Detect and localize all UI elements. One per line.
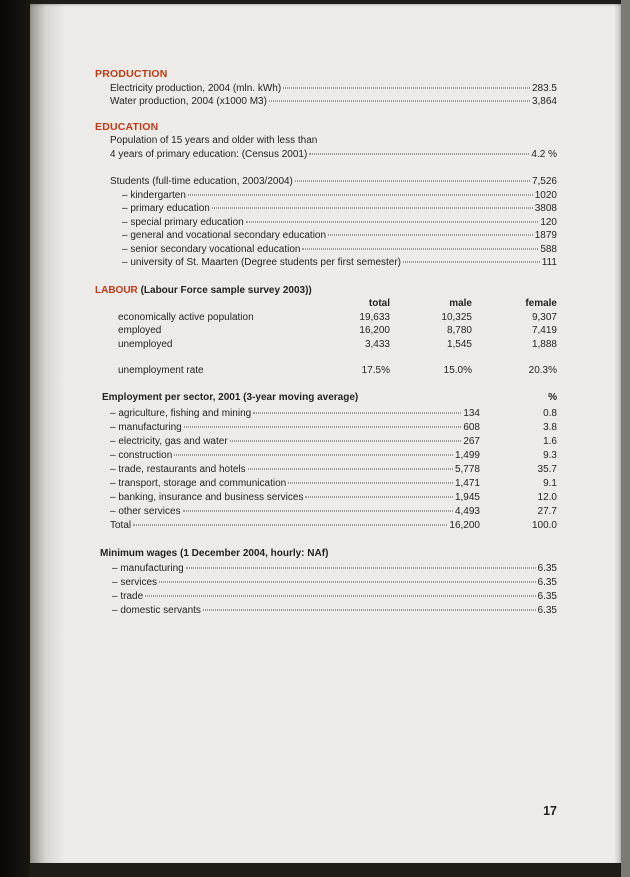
row-percent: 9.1 bbox=[543, 478, 557, 489]
row-percent: 12.0 bbox=[537, 492, 557, 503]
cell-male: 10,325 bbox=[441, 311, 472, 323]
production-heading: PRODUCTION bbox=[95, 68, 168, 80]
table-row bbox=[110, 148, 557, 162]
dot-leader bbox=[188, 194, 533, 195]
minimum-wages-rows bbox=[95, 562, 557, 618]
cell-total: 3,433 bbox=[364, 338, 390, 350]
row-label: – agriculture, fishing and mining bbox=[110, 408, 252, 419]
row-label: – university of St. Maarten (Degree students per first semester) bbox=[122, 257, 401, 268]
dot-leader bbox=[174, 455, 453, 456]
row-value: 608 bbox=[463, 422, 480, 433]
dot-leader bbox=[309, 153, 529, 154]
dot-leader bbox=[183, 511, 453, 512]
table-row bbox=[110, 491, 557, 505]
row-label: – transport, storage and communication bbox=[110, 478, 287, 489]
dot-leader bbox=[305, 497, 453, 498]
row-value: 120 bbox=[540, 216, 557, 228]
row-value: 6.35 bbox=[537, 562, 557, 574]
table-row bbox=[110, 407, 557, 421]
employment-heading-row bbox=[102, 391, 557, 405]
row-value: 111 bbox=[541, 257, 557, 268]
dot-leader bbox=[203, 609, 536, 610]
row-label: – manufacturing bbox=[112, 562, 184, 574]
table-row bbox=[110, 82, 557, 96]
unemployment-rate-row bbox=[118, 364, 557, 378]
labour-survey-note: (Labour Force sample survey 2003)) bbox=[140, 284, 312, 296]
dot-leader bbox=[186, 567, 536, 568]
cell-female: 9,307 bbox=[531, 311, 557, 323]
row-label: – kindergarten bbox=[122, 189, 186, 201]
table-row bbox=[122, 243, 557, 257]
row-label: – banking, insurance and business services bbox=[110, 492, 304, 503]
table-row bbox=[118, 338, 557, 352]
row-value: 1,499 bbox=[454, 450, 480, 461]
minimum-wages-heading: Minimum wages (1 December 2004, hourly: NAf) bbox=[100, 548, 329, 559]
labour-heading: LABOUR bbox=[95, 284, 138, 296]
row-label: employed bbox=[118, 325, 162, 336]
labour-table bbox=[118, 297, 557, 378]
table-row bbox=[110, 175, 557, 189]
table-row bbox=[112, 576, 557, 590]
dot-leader bbox=[328, 235, 533, 236]
employment-rows bbox=[95, 407, 557, 533]
dot-leader bbox=[283, 87, 530, 88]
section-employment-per-sector bbox=[95, 391, 557, 534]
row-value: 134 bbox=[463, 408, 480, 419]
row-value: 16,200 bbox=[449, 520, 480, 531]
row-label: – manufacturing bbox=[110, 422, 182, 433]
cell-male: 8,780 bbox=[446, 325, 472, 336]
table-row bbox=[110, 477, 557, 491]
row-label: – services bbox=[112, 576, 158, 588]
education-heading: EDUCATION bbox=[95, 120, 159, 133]
cell-total: 17.5% bbox=[361, 365, 390, 376]
table-row bbox=[110, 463, 557, 477]
cell-male: 1,545 bbox=[446, 338, 472, 350]
dot-leader bbox=[295, 181, 530, 182]
row-value: 283.5 bbox=[531, 82, 557, 94]
section-production bbox=[95, 68, 557, 109]
table-row bbox=[112, 604, 557, 618]
dot-leader bbox=[145, 595, 535, 596]
cell-total: 16,200 bbox=[359, 325, 390, 336]
labour-heading-line bbox=[95, 284, 557, 298]
row-label: – other services bbox=[110, 506, 181, 517]
row-label: Water production, 2004 (x1000 M3) bbox=[110, 96, 267, 107]
cell-male: 15.0% bbox=[443, 365, 472, 376]
dot-leader bbox=[212, 208, 533, 209]
dot-leader bbox=[269, 101, 530, 102]
row-value: 6.35 bbox=[537, 604, 557, 616]
row-value: 1879 bbox=[534, 230, 557, 241]
row-percent: 35.7 bbox=[537, 464, 557, 475]
percent-column-header: % bbox=[548, 391, 557, 403]
table-row bbox=[118, 311, 557, 325]
cell-total: 19,633 bbox=[359, 311, 390, 323]
students-block bbox=[95, 175, 557, 270]
row-percent: 100.0 bbox=[531, 520, 557, 531]
row-label: Total bbox=[110, 520, 132, 531]
row-value: 6.35 bbox=[537, 576, 557, 588]
row-label: unemployment rate bbox=[118, 365, 204, 376]
row-value: 3,864 bbox=[531, 96, 557, 107]
dot-leader bbox=[253, 413, 461, 414]
row-label: Electricity production, 2004 (mln. kWh) bbox=[110, 82, 282, 94]
section-minimum-wages bbox=[95, 547, 557, 618]
total-row bbox=[110, 519, 557, 533]
table-row bbox=[122, 189, 557, 203]
page-content bbox=[95, 68, 557, 618]
row-label: – special primary education bbox=[122, 216, 244, 228]
row-value: 7,526 bbox=[531, 176, 557, 187]
row-label: unemployed bbox=[118, 338, 173, 350]
row-label: economically active population bbox=[118, 311, 254, 323]
dot-leader bbox=[159, 581, 536, 582]
document-page bbox=[30, 4, 621, 863]
row-value: 1020 bbox=[534, 189, 557, 201]
row-label: – general and vocational secondary education bbox=[122, 230, 327, 241]
column-header-male: male bbox=[449, 298, 472, 309]
population-line1: Population of 15 years and older with less than bbox=[110, 135, 318, 146]
students-rows bbox=[122, 189, 557, 270]
table-row bbox=[112, 590, 557, 604]
table-row bbox=[110, 505, 557, 519]
dot-leader bbox=[302, 248, 538, 249]
dot-leader bbox=[248, 469, 453, 470]
row-label: – senior secondary vocational education bbox=[122, 243, 301, 255]
row-value: 6.35 bbox=[537, 590, 557, 602]
dot-leader bbox=[288, 483, 453, 484]
row-value: 5,778 bbox=[454, 464, 480, 475]
table-row bbox=[122, 202, 557, 216]
table-row bbox=[122, 256, 557, 270]
production-rows bbox=[110, 82, 557, 109]
row-percent: 27.7 bbox=[537, 506, 557, 517]
row-label: – trade bbox=[112, 590, 144, 602]
dot-leader bbox=[133, 525, 447, 526]
column-header-total: total bbox=[368, 298, 390, 309]
dot-leader bbox=[403, 262, 540, 263]
book-binding-edge bbox=[0, 0, 30, 877]
section-education bbox=[95, 121, 557, 270]
table-row bbox=[112, 562, 557, 576]
table-row bbox=[110, 435, 557, 449]
row-percent: 1.6 bbox=[543, 436, 557, 447]
row-label: Students (full-time education, 2003/2004) bbox=[110, 176, 293, 187]
page-number: 17 bbox=[543, 804, 557, 818]
cell-female: 7,419 bbox=[531, 325, 557, 336]
row-percent: 9.3 bbox=[543, 450, 557, 461]
table-row bbox=[110, 95, 557, 109]
row-label: – trade, restaurants and hotels bbox=[110, 464, 246, 475]
row-label: 4 years of primary education: (Census 2001) bbox=[110, 148, 308, 160]
row-value: 588 bbox=[540, 243, 557, 255]
row-value: 3808 bbox=[534, 203, 557, 214]
row-label: – domestic servants bbox=[112, 604, 201, 616]
population-block bbox=[110, 134, 557, 161]
dot-leader bbox=[246, 221, 539, 222]
table-row bbox=[118, 324, 557, 338]
cell-female: 1,888 bbox=[531, 338, 557, 350]
row-value: 4.2 % bbox=[531, 148, 557, 160]
row-percent: 0.8 bbox=[543, 408, 557, 419]
dot-leader bbox=[184, 427, 462, 428]
cell-female: 20.3% bbox=[528, 365, 557, 376]
row-label: – primary education bbox=[122, 203, 210, 214]
row-value: 1,945 bbox=[454, 492, 480, 503]
row-value: 267 bbox=[463, 436, 480, 447]
row-value: 1,471 bbox=[454, 478, 480, 489]
table-row bbox=[110, 421, 557, 435]
table-row bbox=[122, 216, 557, 230]
table-row bbox=[110, 449, 557, 463]
row-percent: 3.8 bbox=[543, 422, 557, 433]
page-right-edge bbox=[621, 0, 630, 877]
row-label: – construction bbox=[110, 450, 173, 461]
labour-header-row bbox=[118, 297, 557, 311]
employment-heading: Employment per sector, 2001 (3-year moving average) bbox=[102, 391, 359, 403]
column-header-female: female bbox=[525, 298, 557, 309]
table-row bbox=[122, 229, 557, 243]
dot-leader bbox=[230, 441, 462, 442]
row-value: 4,493 bbox=[454, 506, 480, 517]
row-label: – electricity, gas and water bbox=[110, 436, 228, 447]
section-labour bbox=[95, 284, 557, 378]
